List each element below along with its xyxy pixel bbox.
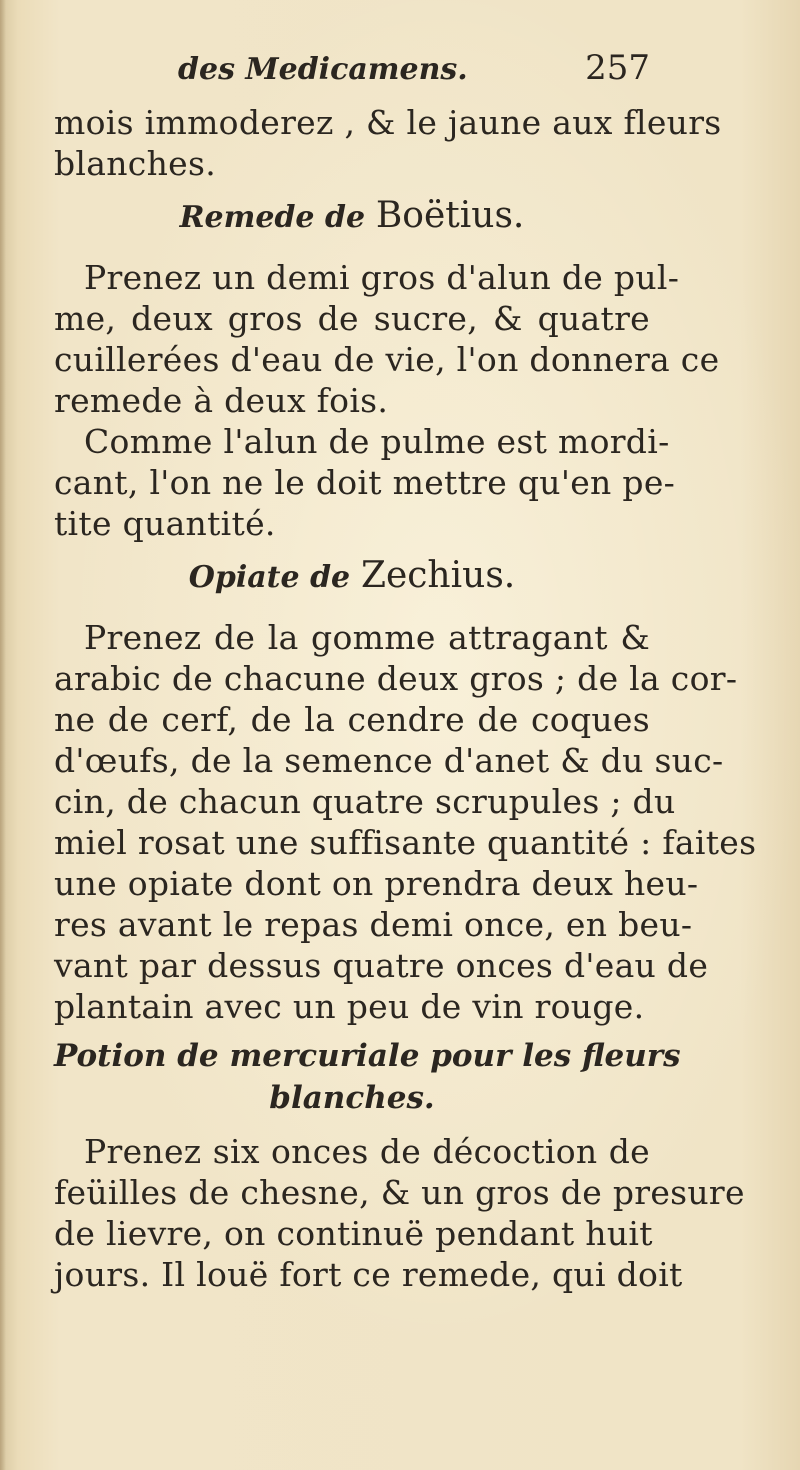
text-line: miel rosat une suffisante quantité : faites <box>54 823 757 862</box>
heading-roman: Boëtius. <box>375 195 525 236</box>
page-number: 257 <box>585 48 650 88</box>
text-line: plantain avec un peu de vin rouge. <box>54 987 645 1026</box>
text-line: Prenez un demi gros d'alun de pul- <box>84 258 680 297</box>
text-line: res avant le repas demi once, en beu- <box>54 905 693 944</box>
text-line: Comme l'alun de pulme est mordi- <box>84 422 670 461</box>
text-line: feüilles de chesne, & un gros de presure <box>54 1173 745 1212</box>
heading-italic: Remede de <box>179 200 366 235</box>
text-line: arabic de chacune deux gros ; de la cor- <box>54 659 738 698</box>
heading-italic: Opiate de <box>188 560 351 595</box>
text-line: cant, l'on ne le doit mettre qu'en pe- <box>54 463 676 502</box>
text-line: cin, de chacun quatre scrupules ; du <box>54 782 676 821</box>
text-line: mois immoderez , & le jaune aux fleurs <box>54 103 722 142</box>
text-line: d'œufs, de la semence d'anet & du suc- <box>54 741 724 780</box>
text-line: me, deux gros de sucre, & quatre <box>54 299 650 338</box>
running-title: des Medicamens. <box>178 52 468 87</box>
text-line: remede à deux fois. <box>54 381 389 420</box>
section-heading-boetius <box>54 193 650 239</box>
section-heading-potion-line2: blanches. <box>269 1080 435 1116</box>
text-line: ne de cerf, de la cendre de coques <box>54 700 650 739</box>
text-line: une opiate dont on prendra deux heu- <box>54 864 699 903</box>
section-heading-potion-line1: Potion de mercuriale pour les fleurs <box>54 1038 681 1074</box>
page-gutter-shadow <box>0 0 6 1470</box>
section-heading-zechius <box>54 553 650 599</box>
heading-roman: Zechius. <box>360 555 516 596</box>
text-block <box>54 48 757 1295</box>
text-line: cuillerées d'eau de vie, l'on donnera ce <box>54 340 720 379</box>
text-line: Prenez six onces de décoction de <box>84 1132 650 1171</box>
text-line: tite quantité. <box>54 504 276 543</box>
text-line: Prenez de la gomme attragant & <box>84 618 650 657</box>
text-line: de lievre, on continuë pendant huit <box>54 1214 653 1253</box>
text-line: blanches. <box>54 144 216 183</box>
text-line: vant par dessus quatre onces d'eau de <box>54 946 709 985</box>
running-head <box>54 48 650 102</box>
text-line: jours. Il louë fort ce remede, qui doit <box>54 1255 683 1294</box>
